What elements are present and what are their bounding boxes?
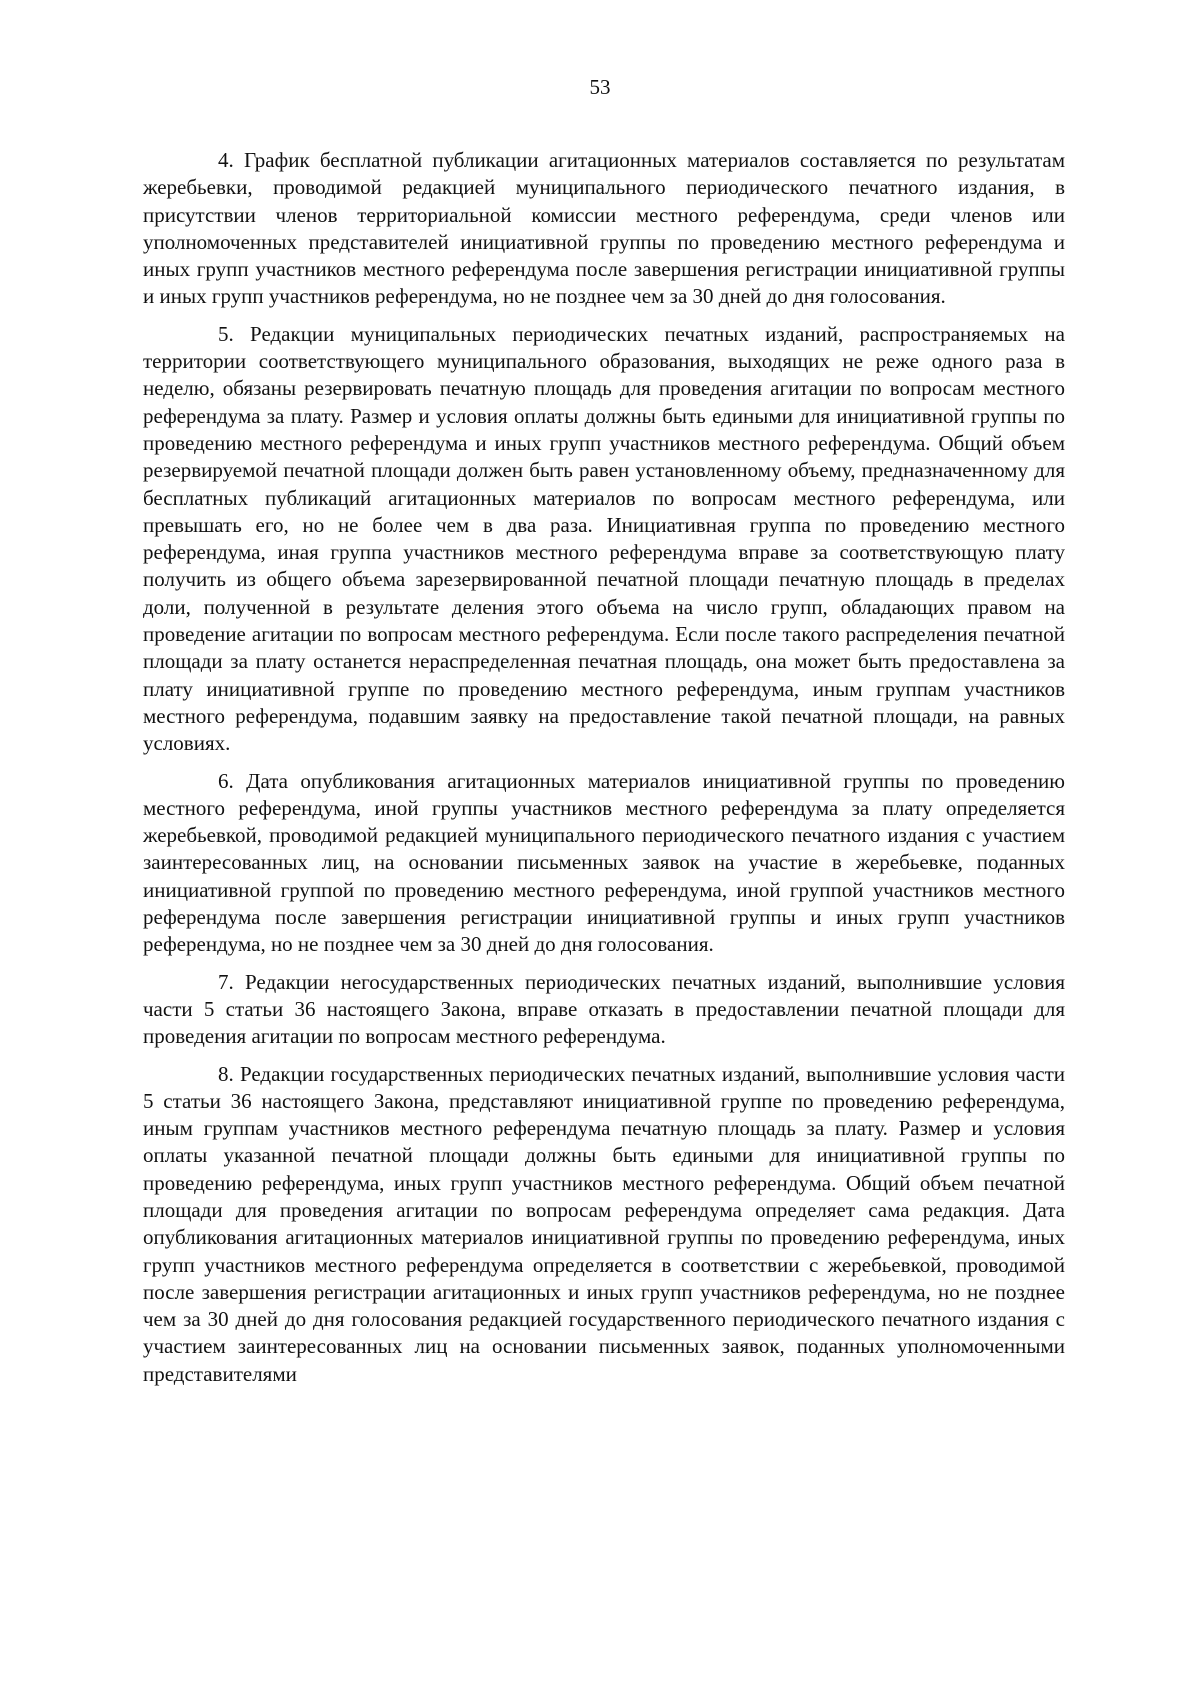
page-number: 53: [589, 75, 611, 99]
paragraph-8: 8. Редакции государственных периодических печатных изданий, выполнившие условия части 5 статьи 36 настоящего Закона, представляют инициативной группе по проведению референдума, иным группам участников местного референдума печатную площадь за плату. Размер и условия оплаты указанной печатной площади должны быть едиными для инициативной группы по проведению референдума, иных групп участников местного референдума. Общий объем печатной площади для проведения агитации по вопросам референдума определяет сама редакция. Дата опубликования агитационных материалов инициативной группы по проведению референдума, иных групп участников местного референдума определяется в соответствии с жеребьевкой, проводимой после завершения регистрации агитационных и иных групп участников референдума, но не позднее чем за 30 дней до дня голосования редакцией государственного периодического печатного издания с участием заинтересованных лиц на основании письменных заявок, поданных уполномоченными представителями: [143, 1061, 1065, 1386]
paragraph-7: 7. Редакции негосударственных периодических печатных изданий, выполнившие условия части 5 статьи 36 настоящего Закона, вправе отказать в предоставлении печатной площади для проведения агитации по вопросам местного референдума.: [143, 969, 1065, 1049]
paragraph-4: 4. График бесплатной публикации агитационных материалов составляется по результатам жеребьевки, проводимой редакцией муниципального периодического печатного издания, в присутствии членов территориальной комиссии местного референдума, среди членов или уполномоченных представителей инициативной группы по проведению местного референдума и иных групп участников местного референдума после завершения регистрации инициативной группы и иных групп участников референдума, но не позднее чем за 30 дней до дня голосования.: [143, 148, 1065, 309]
document-body: [143, 147, 1065, 1388]
paragraph-6: 6. Дата опубликования агитационных материалов инициативной группы по проведению местного референдума, иной группы участников местного референдума за плату определяется жеребьевкой, проводимой редакцией муниципального периодического печатного издания с участием заинтересованных лиц, на основании письменных заявок на участие в жеребьевке, поданных инициативной группой по проведению местного референдума, иной группой участников местного референдума после завершения регистрации инициативной группы и иных групп участников референдума, но не позднее чем за 30 дней до дня голосования.: [143, 768, 1065, 957]
paragraph-5: 5. Редакции муниципальных периодических печатных изданий, распространяемых на территории соответствующего муниципального образования, выходящих не реже одного раза в неделю, обязаны резервировать печатную площадь для проведения агитации по вопросам местного референдума за плату. Размер и условия оплаты должны быть едиными для инициативной группы по проведению местного референдума и иных групп участников местного референдума. Общий объем резервируемой печатной площади должен быть равен установленному объему, предназначенному для бесплатных публикаций агитационных материалов по вопросам местного референдума, или превышать его, но не более чем в два раза. Инициативная группа по проведению местного референдума, иная группа участников местного референдума вправе за соответствующую плату получить из общего объема зарезервированной печатной площади печатную площадь в пределах доли, полученной в результате деления этого объема на число групп, обладающих правом на проведение агитации по вопросам местного референдума. Если после такого распределения печатной площади за плату останется нераспределенная печатная площадь, она может быть предоставлена за плату инициативной группе по проведению местного референдума, иным группам участников местного референдума, подавшим заявку на предоставление такой печатной площади, на равных условиях.: [143, 321, 1065, 756]
